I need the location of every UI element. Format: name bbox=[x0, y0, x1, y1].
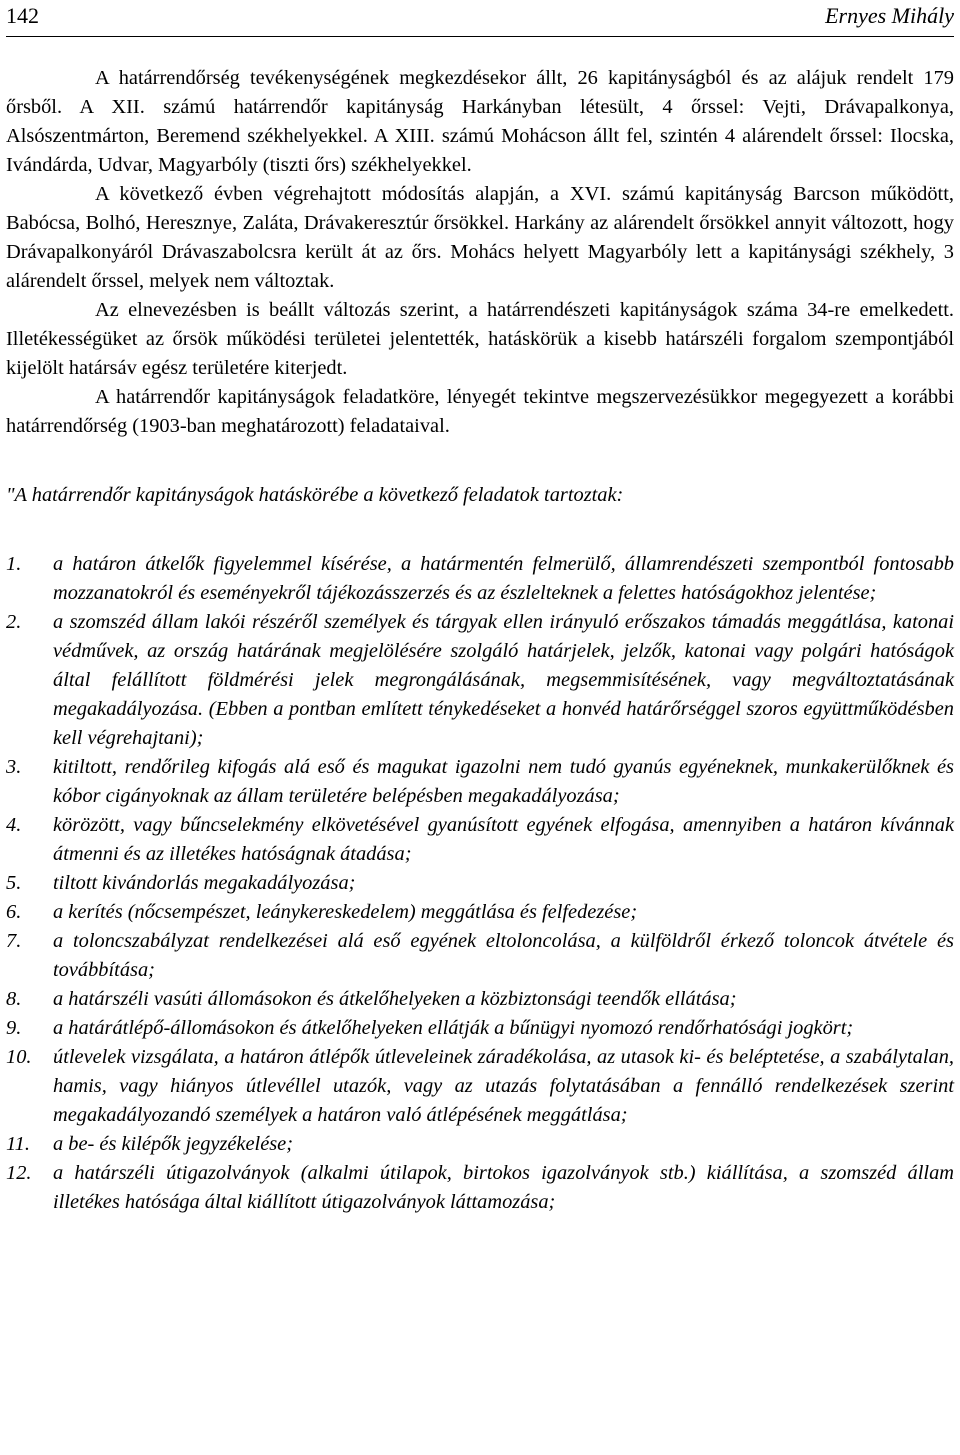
list-item bbox=[6, 1043, 954, 1130]
list-item bbox=[6, 927, 954, 985]
list-item-number: 10. bbox=[6, 1046, 32, 1068]
paragraph: A következő évben végrehajtott módosítás alapján, a XVI. számú kapitányság Barcson működött, Babócsa, Bolhó, Heresznye, Zaláta, Drávakeresztúr őrsökkel. Harkány az alárendelt őrsökkel annyit változott, hogy Drávapalkonyáról Drávaszabolcsra került át az őrs. Mohács helyett Magyarbóly lett a kapitánysági székhely, 3 alárendelt őrssel, melyek nem változtak. bbox=[6, 183, 954, 292]
list-item bbox=[6, 898, 954, 927]
list-item-text: a határszéli útigazolványok (alkalmi útilapok, birtokos igazolványok stb.) kiállítása, a szomszéd állam illetékes hatósága által kiállított útigazolványok láttamozása; bbox=[53, 1162, 954, 1213]
list-item-number: 2. bbox=[6, 611, 22, 633]
quote-heading: "A határrendőr kapitányságok hatáskörébe a következő feladatok tartoztak: bbox=[6, 484, 624, 506]
list-item bbox=[6, 753, 954, 811]
list-item-text: a kerítés (nőcsempészet, leánykereskedelem) meggátlása és felfedezése; bbox=[53, 901, 638, 923]
list-item-number: 12. bbox=[6, 1162, 32, 1184]
list-item-text: a be- és kilépők jegyzékelése; bbox=[53, 1133, 294, 1155]
list-item bbox=[6, 811, 954, 869]
list-item bbox=[6, 608, 954, 753]
list-item-number: 5. bbox=[6, 872, 22, 894]
body-text bbox=[6, 64, 954, 441]
header-rule bbox=[6, 36, 954, 37]
running-author: Ernyes Mihály bbox=[825, 3, 954, 28]
list-item-text: a határátlépő-állomásokon és átkelőhelyeken ellátják a bűnügyi nyomozó rendőrhatósági jogkört; bbox=[53, 1017, 854, 1039]
list-item-number: 11. bbox=[6, 1133, 30, 1155]
list-item bbox=[6, 1130, 954, 1159]
list-item bbox=[6, 985, 954, 1014]
list-item-number: 8. bbox=[6, 988, 22, 1010]
page-number: 142 bbox=[6, 3, 39, 28]
list-item-text: útlevelek vizsgálata, a határon átlépők útleveleinek záradékolása, az utasok ki- és beléptetése, a szabálytalan, hamis, vagy hiányos útlevéllel utazók, vagy az utazás folytatásában a fennálló rendelkezések szerint megakadályozandó személyek a határon való átlépésének meggátlása; bbox=[53, 1046, 954, 1126]
list-item-text: a határon átkelők figyelemmel kísérése, a határmentén felmerülő, államrendészeti szempontból fontosabb mozzanatokról és eseményekről tájékozásszerzés és az észlelteknek a felettes hatóságokhoz jelentése; bbox=[53, 553, 954, 604]
list-item-number: 4. bbox=[6, 814, 22, 836]
list-item bbox=[6, 550, 954, 608]
paragraph: A határrendőr kapitányságok feladatköre, lényegét tekintve megszervezésükkor megegyezett a korábbi határrendőrség (1903-ban meghatározott) feladataival. bbox=[6, 386, 954, 437]
list-item-text: a toloncszabályzat rendelkezései alá eső egyének eltoloncolása, a külföldről érkező toloncok átvétele és továbbítása; bbox=[53, 930, 954, 981]
list-item-number: 7. bbox=[6, 930, 22, 952]
list-item-text: körözött, vagy bűncselekmény elkövetésével gyanúsított egyének elfogása, amennyiben a határon kívánnak átmenni és az illetékes hatóságnak átadása; bbox=[53, 814, 954, 865]
running-header bbox=[6, 0, 954, 33]
list-item-text: kitiltott, rendőrileg kifogás alá eső és magukat igazolni nem tudó gyanús egyéneknek, munkakerülőknek és kóbor cigányoknak az állam területére belépésben megakadályozása; bbox=[53, 756, 954, 807]
list-item-number: 3. bbox=[6, 756, 22, 778]
list-item-text: tiltott kivándorlás megakadályozása; bbox=[53, 872, 356, 894]
list-item-number: 6. bbox=[6, 901, 22, 923]
list-item bbox=[6, 1159, 954, 1217]
list-item-number: 1. bbox=[6, 553, 22, 575]
list-item-number: 9. bbox=[6, 1017, 22, 1039]
list-item bbox=[6, 1014, 954, 1043]
list-item-text: a határszéli vasúti állomásokon és átkelőhelyeken a közbiztonsági teendők ellátása; bbox=[53, 988, 737, 1010]
list-item-text: a szomszéd állam lakói részéről személyek és tárgyak ellen irányuló erőszakos támadás meggátlása, katonai védművek, az ország határának megjelölésére szolgáló határjelek, jelzők, katonai vagy polgári hatóságok által felállított földmérési jelek megrongálásának, megsemmisítésének, vagy megváltoztatásának megakadályozása. (Ebben a pontban említett ténykedéseket a honvéd határőrséggel szoros együttműködésben kell végrehajtani); bbox=[53, 611, 954, 749]
task-list bbox=[6, 550, 954, 1217]
paragraph: A határrendőrség tevékenységének megkezdésekor állt, 26 kapitányságból és az alájuk rendelt 179 őrsből. A XII. számú határrendőr kapitányság Harkányban létesült, 4 őrssel: Vejti, Drávapalkonya, Alsószentmárton, Beremend székhelyekkel. A XIII. számú Mohácson állt fel, szintén 4 alárendelt őrssel: Ilocska, Ivándárda, Udvar, Magyarbóly (tiszti őrs) székhelyekkel. bbox=[6, 67, 954, 176]
paragraph: Az elnevezésben is beállt változás szerint, a határrendészeti kapitányságok száma 34-re emelkedett. Illetékességüket az őrsök működési területei jelentették, hatáskörük a kisebb határszéli forgalom szempontjából kijelölt határsáv egész területére kiterjedt. bbox=[6, 299, 954, 379]
list-item bbox=[6, 869, 954, 898]
